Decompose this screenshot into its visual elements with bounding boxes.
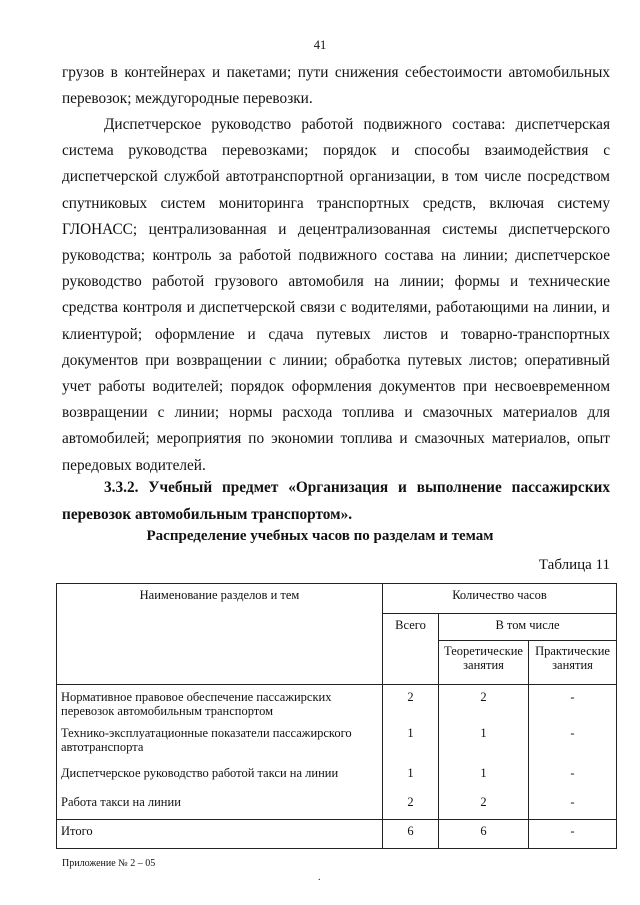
header-name: Наименование разделов и тем [57,584,383,685]
row-name: Диспетчерское руководство работой такси на линии [57,764,383,793]
row-theory: 1 [439,764,529,793]
table-label: Таблица 11 [538,557,610,573]
row-name: Работа такси на линии [57,793,383,820]
header-hours: Количество часов [383,584,617,614]
header-including: В том числе [439,614,617,641]
total-total: 6 [383,820,439,849]
row-name: Технико-эксплуатационные показатели пассажирского автотранспорта [57,724,383,764]
header-total: Всего [383,614,439,685]
row-theory: 2 [439,685,529,725]
paragraph-continuation: грузов в контейнерах и пакетами; пути снижения себестоимости автомобильных перевозок; междугородные перевозки. [62,64,610,108]
row-practice: - [529,793,617,820]
total-name: Итого [57,820,383,849]
table-row [57,793,617,820]
total-theory: 6 [439,820,529,849]
header-theory: Теоретические занятия [439,641,529,685]
row-total: 2 [383,793,439,820]
table-total-row [57,820,617,849]
hours-table [56,583,617,849]
table-row [57,685,617,725]
table-caption: Распределение учебных часов по разделам и темам [146,528,494,544]
section-heading: 3.3.2. Учебный предмет «Организация и выполнение пассажирских перевозок автомобильным транспортом». [62,479,610,523]
footer-appendix: Приложение № 2 – 05 [62,858,156,869]
row-theory: 2 [439,793,529,820]
page-number: 41 [313,38,327,52]
row-total: 1 [383,724,439,764]
table-row [57,724,617,764]
row-total: 2 [383,685,439,725]
table-row [57,764,617,793]
header-practice: Практические занятия [529,641,617,685]
row-name: Нормативное правовое обеспечение пассажирских перевозок автомобильным транспортом [57,685,383,725]
row-practice: - [529,685,617,725]
footer-mark: . [318,872,321,883]
row-total: 1 [383,764,439,793]
total-practice: - [529,820,617,849]
paragraph-dispatch: Диспетчерское руководство работой подвижного состава: диспетчерская система руководства перевозками; порядок и способы взаимодействия с диспетчерской службой автотранспортной организации, в том числе посредством спутниковых систем мониторинга транспортных средств, включая систему ГЛОНАСС; централизованная и децентрализованная системы диспетчерского руководства; контроль за работой подвижного состава на линии; диспетчерское руководство работой грузового автомобиля на линии; формы и технические средства контроля и диспетчерской связи с водителями, работающими на линии, и клиентурой; оформление и сдача путевых листов и товарно-транспортных документов при возвращении с линии; обработка путевых листов; оперативный учет работы водителей; порядок оформления документов при несвоевременном возвращении с линии; нормы расхода топлива и смазочных материалов для автомобилей; мероприятия по экономии топлива и смазочных материалов, опыт передовых водителей. [62,116,610,474]
row-practice: - [529,764,617,793]
row-practice: - [529,724,617,764]
row-theory: 1 [439,724,529,764]
